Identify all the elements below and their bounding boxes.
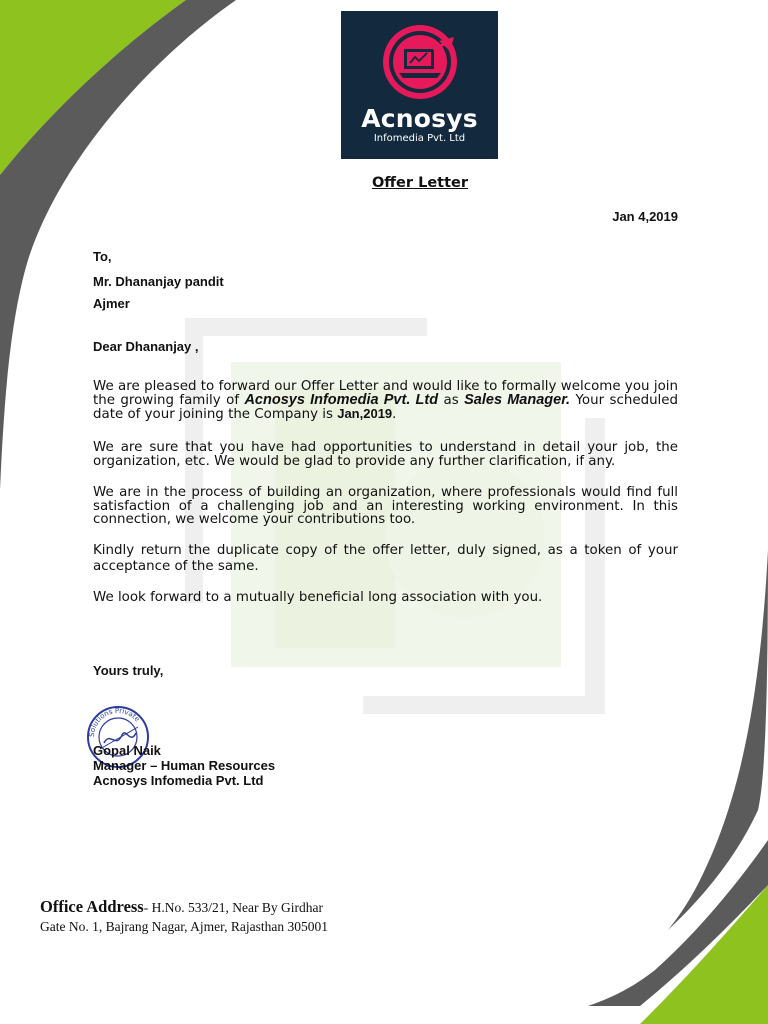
p1-text-b: Your scheduled date of your joining the Company is	[93, 392, 679, 422]
office-address	[40, 897, 328, 936]
signer-name: Gopal Naik	[93, 743, 161, 758]
letter-date: Jan 4,2019	[612, 209, 678, 224]
stamp-text: Solutions Private	[87, 706, 142, 738]
office-address-label: Office Address	[40, 897, 144, 916]
office-address-line1: - H.No. 533/21, Near By Girdhar	[143, 900, 323, 915]
company-logo	[341, 11, 498, 159]
signer-company: Acnosys Infomedia Pvt. Ltd	[93, 773, 264, 788]
p1-company: Acnosys Infomedia Pvt. Ltd	[244, 391, 439, 408]
page-title: Offer Letter	[371, 175, 469, 191]
p1-end: .	[392, 407, 397, 422]
paragraph-opportunities: We are sure that you have had opportunities to understand in detail your job, the organization, etc. We would be glad to provide any further clarification, if any.	[93, 440, 678, 469]
closing: Yours truly,	[93, 663, 164, 678]
paragraph-return-copy: Kindly return the duplicate copy of the offer letter, duly signed, as a token of your acceptance of the same.	[93, 543, 678, 574]
p1-text-a: We are pleased to forward our Offer Letter and would like to formally welcome you join the growing family of	[93, 379, 678, 408]
paragraph-association: We look forward to a mutually beneficial long association with you.	[93, 590, 543, 605]
recipient-city: Ajmer	[93, 296, 130, 311]
svg-text:Solutions Private	[88, 707, 141, 737]
logo-name: Acnosys	[361, 104, 478, 133]
p1-join-date: Jan,2019	[337, 406, 393, 421]
salutation: Dear Dhananjay ,	[93, 339, 199, 354]
logo-subtitle: Infomedia Pvt. Ltd	[373, 133, 466, 144]
paragraph-organization: We are in the process of building an organization, where professionals would find full satisfaction of a challenging job and an interesting working environment. In this connection, we welcome your contributions too.	[93, 485, 678, 527]
p1-role: Sales Manager.	[464, 391, 571, 408]
p1-as: as	[438, 392, 465, 408]
to-label: To,	[93, 249, 112, 264]
laptop-rocket-icon	[341, 11, 498, 111]
recipient-name: Mr. Dhananjay pandit	[93, 274, 224, 289]
office-address-line2: Gate No. 1, Bajrang Nagar, Ajmer, Rajasthan 305001	[40, 919, 328, 934]
paragraph-welcome	[93, 380, 678, 422]
signer-title: Manager – Human Resources	[93, 758, 276, 773]
